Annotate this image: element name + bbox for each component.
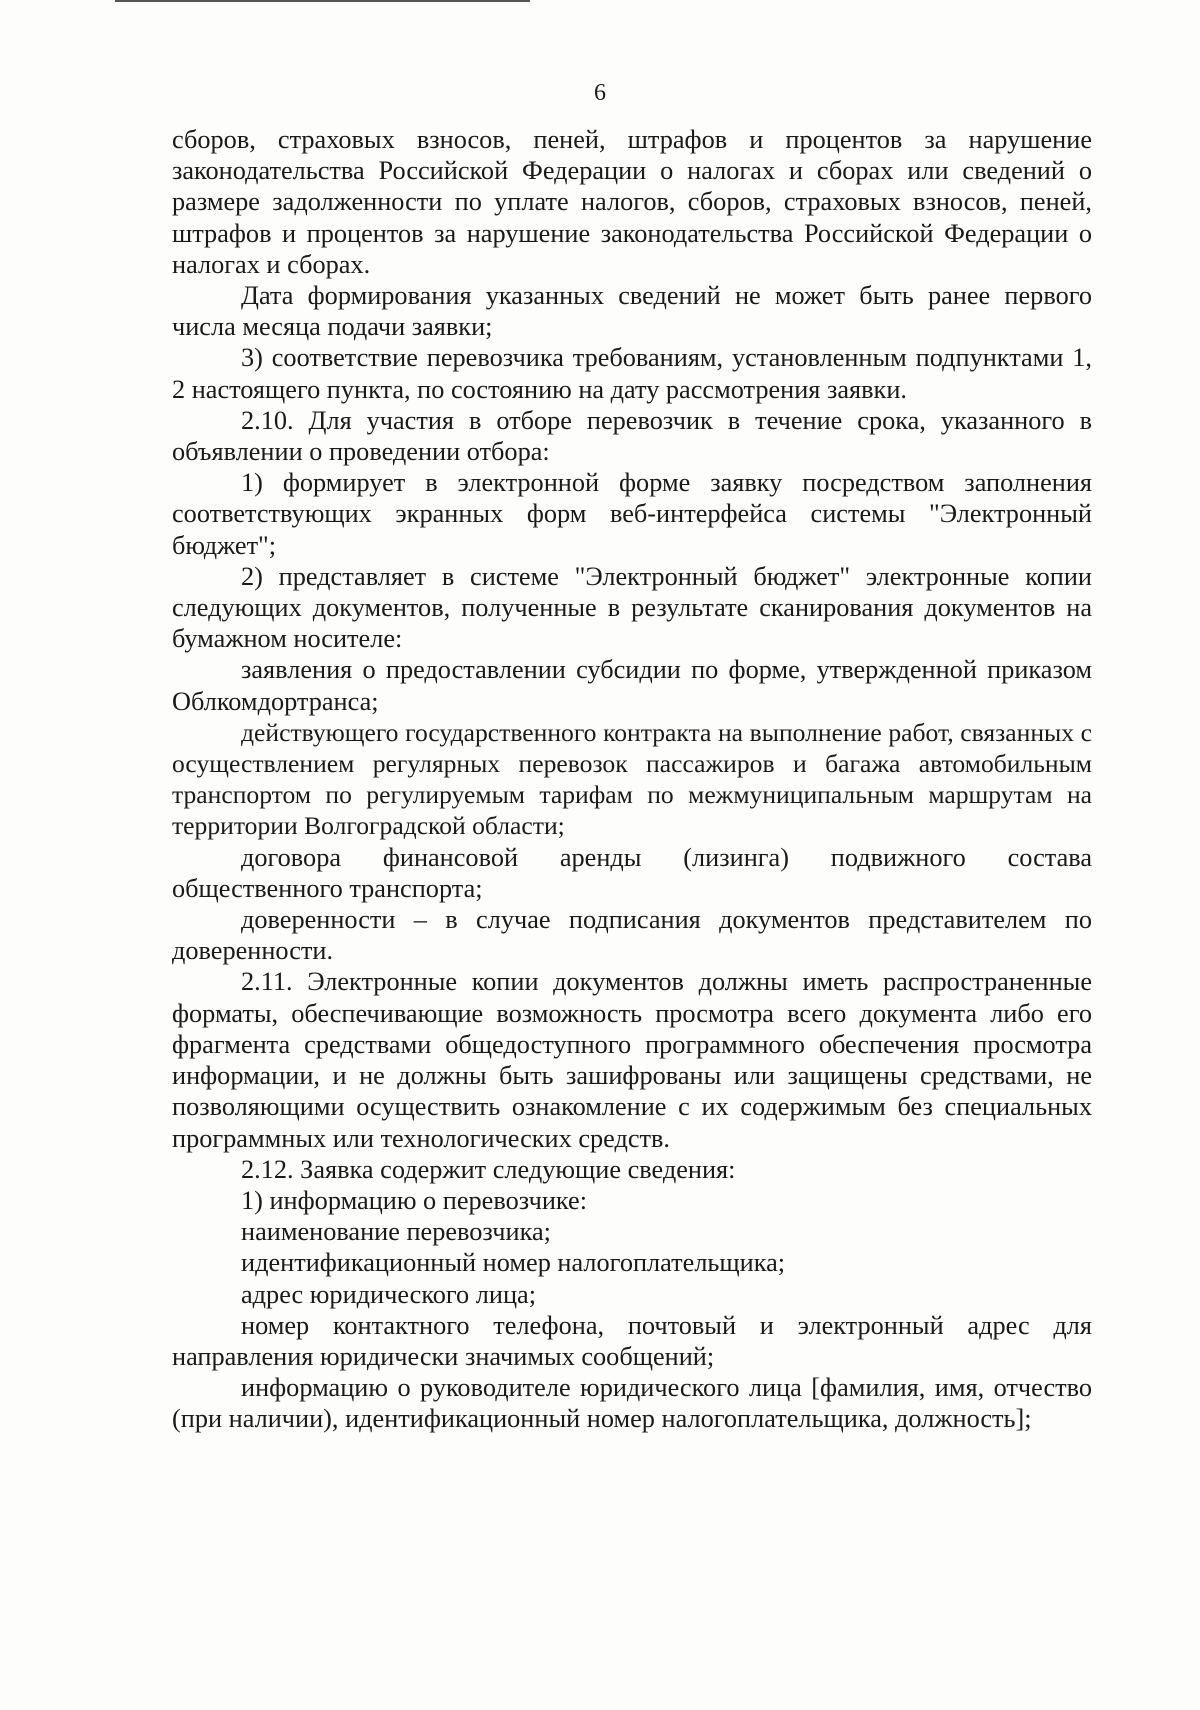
paragraph-taxpayer-id: идентификационный номер налогоплательщика; xyxy=(241,1248,786,1278)
paragraph-item-3-compliance: 3) соответствие перевозчика требованиям, установленным подпунктами 1, 2 настоящего пункта, по состоянию на дату рассмотрения заявки. xyxy=(172,343,1092,404)
scan-edge-line xyxy=(115,0,530,2)
paragraph-contact-phone: номер контактного телефона, почтовый и электронный адрес для направления юридически значимых сообщений; xyxy=(172,1310,1092,1371)
paragraph-state-contract: действующего государственного контракта на выполнение работ, связанных с осуществлением регулярных перевозок пассажиров и багажа автомобильным транспортом по регулируемым тарифам по межмуниципальным маршрутам на территории Волгоградской области; xyxy=(172,717,1092,841)
document-body xyxy=(172,124,1092,1435)
page-number: 6 xyxy=(594,80,606,106)
paragraph-2-10-item-1: 1) формирует в электронной форме заявку посредством заполнения соответствующих экранных форм веб-интерфейса системы "Электронный бюджет"; xyxy=(172,468,1092,560)
paragraph-power-of-attorney: доверенности – в случае подписания документов представителем по доверенности. xyxy=(172,905,1092,966)
paragraph-2-12: 2.12. Заявка содержит следующие сведения: xyxy=(241,1154,736,1184)
paragraph-application-statement: заявления о предоставлении субсидии по форме, утвержденной приказом Облкомдортранса; xyxy=(172,655,1092,716)
paragraph-carrier-info: 1) информацию о перевозчике: xyxy=(241,1185,587,1215)
paragraph-head-info: информацию о руководителе юридического лица [фамилия, имя, отчество (при наличии), идентификационный номер налогоплательщика, должность]; xyxy=(172,1373,1092,1434)
paragraph-taxes-continued: сборов, страховых взносов, пеней, штрафов и процентов за нарушение законодательства Российской Федерации о налогах и сборах или сведений о размере задолженности по уплате налогов, сборов, страховых взносов, пеней, штрафов и процентов за нарушение законодательства Российской Федерации о налогах и сборах. xyxy=(172,125,1092,279)
paragraph-carrier-name: наименование перевозчика; xyxy=(241,1217,551,1247)
paragraph-leasing-agreement: договора финансовой аренды (лизинга) подвижного состава общественного транспорта; xyxy=(172,842,1092,903)
paragraph-2-10: 2.10. Для участия в отборе перевозчик в течение срока, указанного в объявлении о проведении отбора: xyxy=(172,405,1092,467)
paragraph-2-11: 2.11. Электронные копии документов должны иметь распространенные форматы, обеспечивающие возможность просмотра всего документа либо его фрагмента средствами общедоступного программного обеспечения просмотра информации, и не должны быть зашифрованы или защищены средствами, не позволяющими осуществить ознакомление с их содержимым без специальных программных или технологических средств. xyxy=(172,967,1092,1153)
paragraph-2-10-item-2: 2) представляет в системе "Электронный бюджет" электронные копии следующих документов, полученные в результате сканирования документов на бумажном носителе: xyxy=(172,561,1092,654)
paragraph-legal-address: адрес юридического лица; xyxy=(241,1279,537,1309)
paragraph-date-of-info: Дата формирования указанных сведений не может быть ранее первого числа месяца подачи заявки; xyxy=(172,281,1092,342)
